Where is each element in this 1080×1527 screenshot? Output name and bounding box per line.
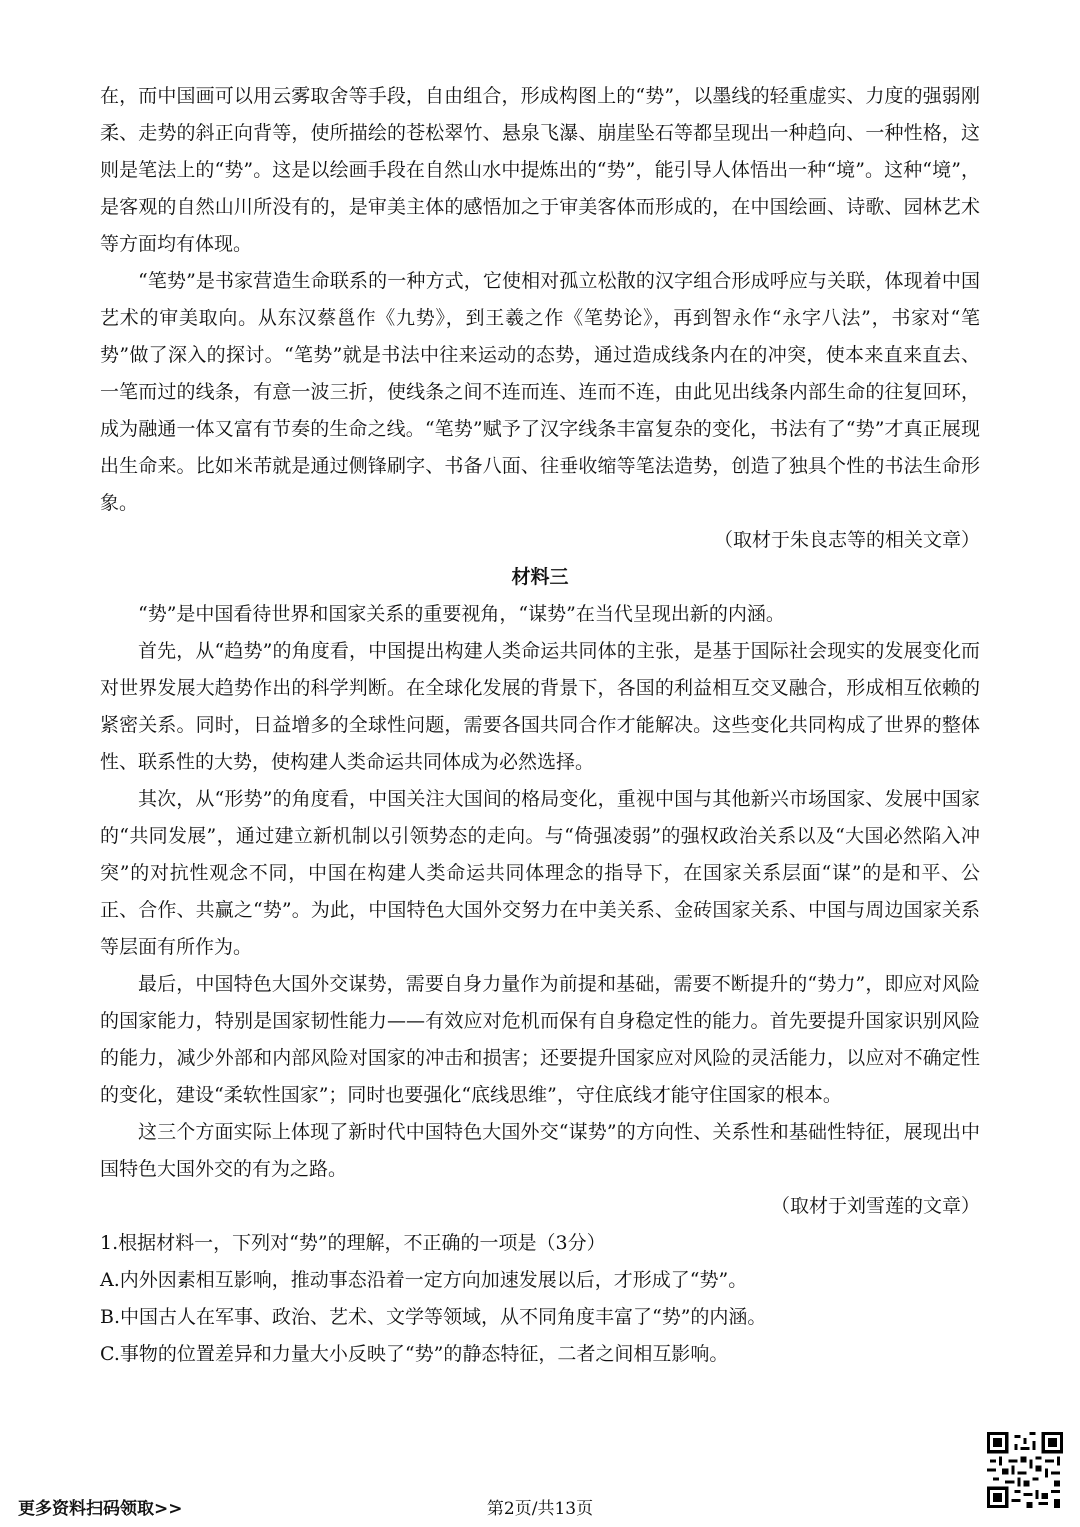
- material-3-paragraph-2: 首先，从“趋势”的角度看，中国提出构建人类命运共同体的主张，是基于国际社会现实的发展变化而对世界发展大趋势作出的科学判断。在全球化发展的背景下，各国的利益相互交叉融合，形成相互依赖的紧密关系。同时，日益增多的全球性问题，需要各国共同合作才能解决。这些变化共同构成了世界的整体性、联系性的大势，使构建人类命运共同体成为必然选择。: [100, 640, 980, 773]
- source-citation-1: （取材于朱良志等的相关文章）: [713, 529, 980, 551]
- material-3-heading: 材料三: [511, 566, 569, 588]
- option-a: A.内外因素相互影响，推动事态沿着一定方向加速发展以后，才形成了“势”。: [100, 1269, 748, 1291]
- material-3-paragraph-3: 其次，从“形势”的角度看，中国关注大国间的格局变化，重视中国与其他新兴市场国家、发展中国家的“共同发展”，通过建立新机制以引领势态的走向。与“倚强凌弱”的强权政治关系以及“大国必然陷入冲突”的对抗性观念不同，中国在构建人类命运共同体理念的指导下，在国家关系层面“谋”的是和平、公正、合作、共赢之“势”。为此，中国特色大国外交努力在中美关系、金砖国家关系、中国与周边国家关系等层面有所作为。: [100, 788, 980, 958]
- material-3-paragraph-4: 最后，中国特色大国外交谋势，需要自身力量作为前提和基础，需要不断提升的“势力”，即应对风险的国家能力，特别是国家韧性能力——有效应对危机而保有自身稳定性的能力。首先要提升国家识别风险的能力，减少外部和内部风险对国家的冲击和损害；还要提升国家应对风险的灵活能力，以应对不确定性的变化，建设“柔软性国家”；同时也要强化“底线思维”，守住底线才能守住国家的根本。: [100, 973, 980, 1106]
- page-number: 第2页/共13页: [486, 1499, 594, 1519]
- source-citation-2: （取材于刘雪莲的文章）: [770, 1195, 980, 1217]
- material-3-paragraph-1: “势”是中国看待世界和国家关系的重要视角，“谋势”在当代呈现出新的内涵。: [138, 603, 785, 625]
- paragraph-bishi: “笔势”是书家营造生命联系的一种方式，它使相对孤立松散的汉字组合形成呼应与关联，体现着中国艺术的审美取向。从东汉蔡邕作《九势》，到王羲之作《笔势论》，再到智永作“永字八法”，书家对“笔势”做了深入的探讨。“笔势”就是书法中往来运动的态势，通过造成线条内在的冲突，使本来直来直去、一笔而过的线条，有意一波三折，使线条之间不连而连、连而不连，由此见出线条内部生命的往复回环，成为融通一体又富有节奏的生命之线。“笔势”赋予了汉字线条丰富复杂的变化，书法有了“势”才真正展现出生命来。比如米芾就是通过侧锋刷字、书备八面、往垂收缩等笔法造势，创造了独具个性的书法生命形象。: [100, 270, 980, 514]
- footer-scan-prompt[interactable]: 更多资料扫码领取>>: [18, 1499, 183, 1519]
- question-1: 1.根据材料一，下列对“势”的理解，不正确的一项是（3分）: [100, 1232, 606, 1254]
- material-3-paragraph-5: 这三个方面实际上体现了新时代中国特色大国外交“谋势”的方向性、关系性和基础性特征，展现出中国特色大国外交的有为之路。: [100, 1121, 980, 1180]
- option-c: C.事物的位置差异和力量大小反映了“势”的静态特征，二者之间相互影响。: [100, 1343, 729, 1365]
- document-body: [100, 78, 980, 1373]
- option-b: B.中国古人在军事、政治、艺术、文学等领域，从不同角度丰富了“势”的内涵。: [100, 1306, 767, 1328]
- paragraph-continued: 在，而中国画可以用云雾取舍等手段，自由组合，形成构图上的“势”，以墨线的轻重虚实、力度的强弱刚柔、走势的斜正向背等，使所描绘的苍松翠竹、悬泉飞瀑、崩崖坠石等都呈现出一种趋向、一种性格，这则是笔法上的“势”。这是以绘画手段在自然山水中提炼出的“势”，能引导人体悟出一种“境”。这种“境”，是客观的自然山川所没有的，是审美主体的感悟加之于审美客体而形成的，在中国绘画、诗歌、园林艺术等方面均有体现。: [100, 85, 980, 255]
